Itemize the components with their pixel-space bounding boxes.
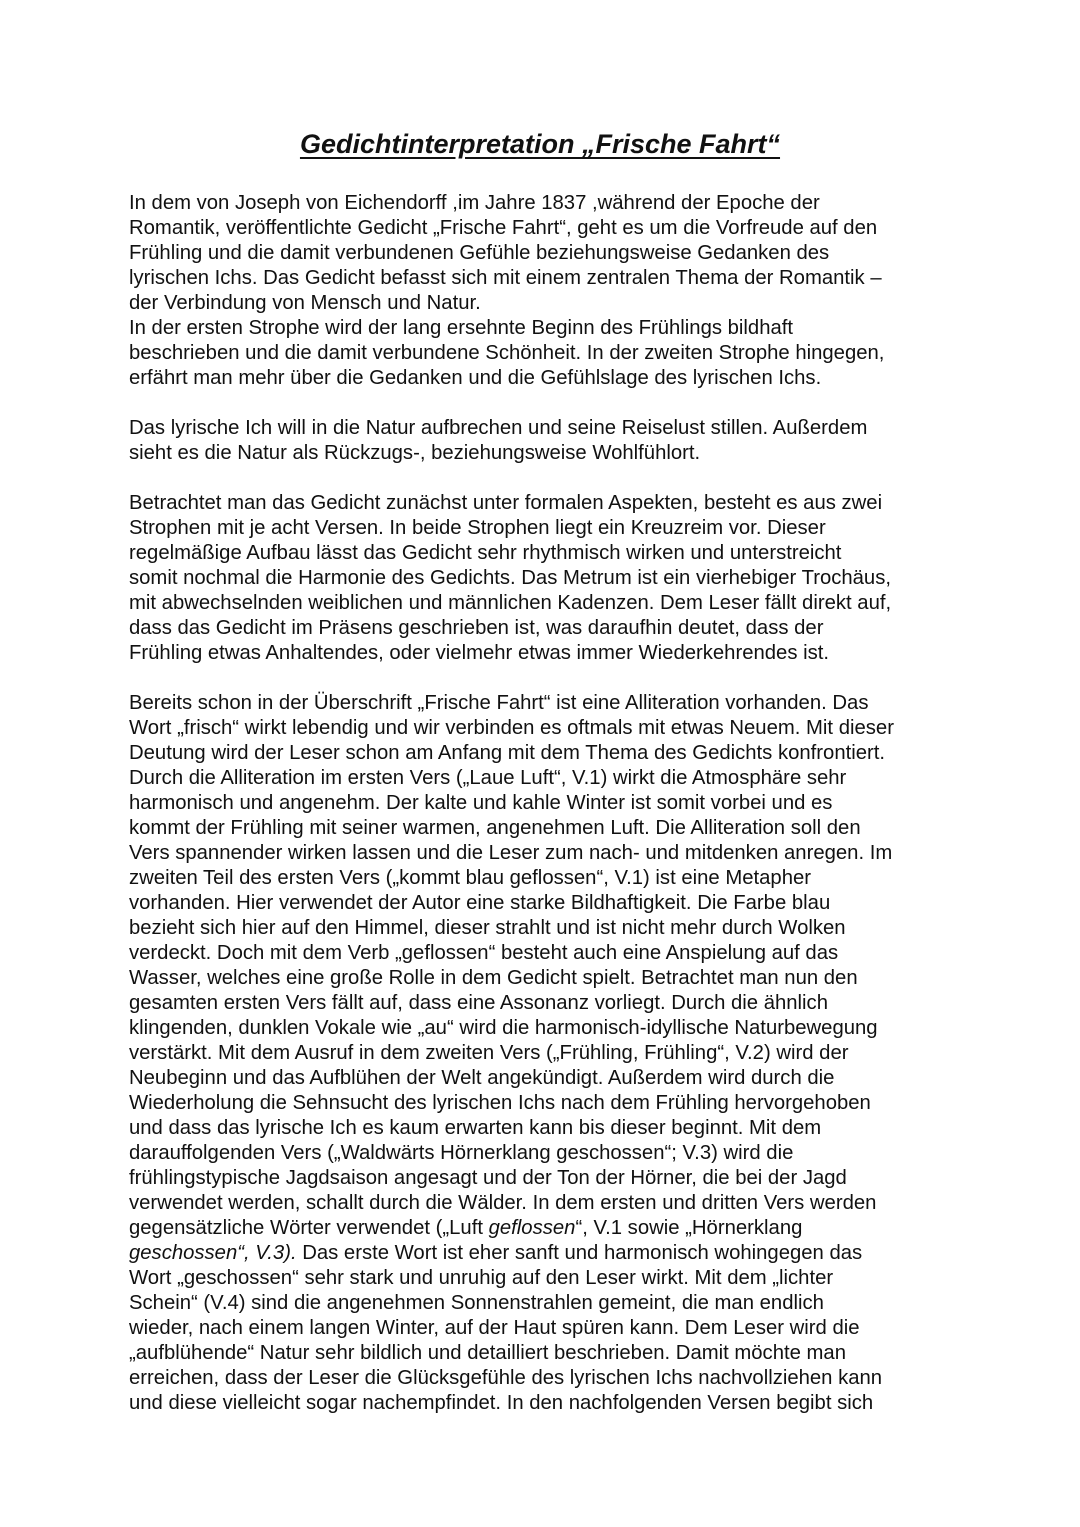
text-line: kommt der Frühling mit seiner warmen, angenehmen Luft. Die Alliteration soll den (129, 817, 861, 839)
text-line: Frühling und die damit verbundenen Gefühle beziehungsweise Gedanken des (129, 242, 830, 264)
text-line: Wort „geschossen“ sehr stark und unruhig auf den Leser wirkt. Mit dem „lichter (129, 1267, 834, 1289)
text-line: Frühling etwas Anhaltendes, oder vielmehr etwas immer Wiederkehrendes ist. (129, 642, 830, 664)
text-line: Wasser, welches eine große Rolle in dem Gedicht spielt. Betrachtet man nun den (129, 967, 858, 989)
text-line: Betrachtet man das Gedicht zunächst unter formalen Aspekten, besteht es aus zwei (129, 492, 883, 514)
text-line: und diese vielleicht sogar nachempfindet. In den nachfolgenden Versen begibt sich (129, 1392, 874, 1414)
text-line: Bereits schon in der Überschrift „Frische Fahrt“ ist eine Alliteration vorhanden. Das (129, 692, 869, 714)
text-line: dass das Gedicht im Präsens geschrieben ist, was daraufhin deutet, dass der (129, 617, 824, 639)
text-line: regelmäßige Aufbau lässt das Gedicht sehr rhythmisch wirken und unterstreicht (129, 542, 842, 564)
text-line: sieht es die Natur als Rückzugs-, beziehungsweise Wohlfühlort. (129, 442, 701, 464)
text-line: Wiederholung die Sehnsucht des lyrischen Ichs nach dem Frühling hervorgehoben (129, 1092, 871, 1114)
text-line: Romantik, veröffentlichte Gedicht „Frische Fahrt“, geht es um die Vorfreude auf den (129, 217, 878, 239)
text-line: vorhanden. Hier verwendet der Autor eine starke Bildhaftigkeit. Die Farbe blau (129, 892, 831, 914)
text-line: verstärkt. Mit dem Ausruf in dem zweiten Vers („Frühling, Frühling“, V.2) wird der (129, 1042, 849, 1064)
text-line-mixed (129, 1241, 959, 1266)
paragraph-gap (129, 666, 959, 691)
document-title: Gedichtinterpretation „Frische Fahrt“ (299, 129, 781, 159)
text-line: harmonisch und angenehm. Der kalte und kahle Winter ist somit vorbei und es (129, 792, 833, 814)
text-line: und dass das lyrische Ich es kaum erwarten kann bis dieser beginnt. Mit dem (129, 1117, 822, 1139)
text-line: somit nochmal die Harmonie des Gedichts. Das Metrum ist ein vierhebiger Trochäus, (129, 567, 891, 589)
italic-quote: geschossen“, V.3). (129, 1242, 297, 1264)
text-line: Das lyrische Ich will in die Natur aufbrechen und seine Reiselust stillen. Außerdem (129, 417, 868, 439)
document-body (129, 191, 959, 1416)
text-segment: gegensätzliche Wörter verwendet („Luft (129, 1217, 489, 1239)
text-line: verwendet werden, schallt durch die Wälder. In dem ersten und dritten Vers werden (129, 1192, 877, 1214)
text-line: der Verbindung von Mensch und Natur. (129, 292, 481, 314)
text-line: gesamten ersten Vers fällt auf, dass eine Assonanz vorliegt. Durch die ähnlich (129, 992, 828, 1014)
text-line: erfährt man mehr über die Gedanken und die Gefühlslage des lyrischen Ichs. (129, 367, 822, 389)
text-line: bezieht sich hier auf den Himmel, dieser strahlt und ist nicht mehr durch Wolken (129, 917, 846, 939)
text-line: „aufblühende“ Natur sehr bildlich und detailliert beschrieben. Damit möchte man (129, 1342, 846, 1364)
text-line: zweiten Teil des ersten Vers („kommt blau geflossen“, V.1) ist eine Metapher (129, 867, 812, 889)
text-line: Durch die Alliteration im ersten Vers („Laue Luft“, V.1) wirkt die Atmosphäre sehr (129, 767, 847, 789)
paragraph-gap (129, 466, 959, 491)
text-line: In der ersten Strophe wird der lang ersehnte Beginn des Frühlings bildhaft (129, 317, 794, 339)
text-line: Strophen mit je acht Versen. In beide Strophen liegt ein Kreuzreim vor. Dieser (129, 517, 826, 539)
text-line: klingenden, dunklen Vokale wie „au“ wird die harmonisch-idyllische Naturbewegung (129, 1017, 878, 1039)
text-line: Neubeginn und das Aufblühen der Welt angekündigt. Außerdem wird durch die (129, 1067, 835, 1089)
text-line: wieder, nach einem langen Winter, auf der Haut spüren kann. Dem Leser wird die (129, 1317, 860, 1339)
text-line: mit abwechselnden weiblichen und männlichen Kadenzen. Dem Leser fällt direkt auf, (129, 592, 892, 614)
text-line: Schein“ (V.4) sind die angenehmen Sonnenstrahlen gemeint, die man endlich (129, 1292, 824, 1314)
text-line: lyrischen Ichs. Das Gedicht befasst sich mit einem zentralen Thema der Romantik – (129, 267, 882, 289)
paragraph-gap (129, 391, 959, 416)
text-line: Wort „frisch“ wirkt lebendig und wir verbinden es oftmals mit etwas Neuem. Mit dieser (129, 717, 894, 739)
text-line: verdeckt. Doch mit dem Verb „geflossen“ besteht auch eine Anspielung auf das (129, 942, 839, 964)
text-line: erreichen, dass der Leser die Glücksgefühle des lyrischen Ichs nachvollziehen kann (129, 1367, 883, 1389)
text-line: beschrieben und die damit verbundene Schönheit. In der zweiten Strophe hingegen, (129, 342, 885, 364)
text-line-mixed (129, 1216, 959, 1241)
text-line: darauffolgenden Vers („Waldwärts Hörnerklang geschossen“; V.3) wird die (129, 1142, 794, 1164)
text-line: Vers spannender wirken lassen und die Leser zum nach- und mitdenken anregen. Im (129, 842, 893, 864)
text-segment: “, V.1 sowie „Hörnerklang (575, 1217, 803, 1239)
text-segment: Das erste Wort ist eher sanft und harmonisch wohingegen das (296, 1242, 863, 1264)
italic-quote: geflossen (488, 1217, 576, 1239)
text-line: Deutung wird der Leser schon am Anfang mit dem Thema des Gedichts konfrontiert. (129, 742, 886, 764)
text-line: frühlingstypische Jagdsaison angesagt und der Ton der Hörner, die bei der Jagd (129, 1167, 847, 1189)
text-line: In dem von Joseph von Eichendorff ,im Jahre 1837 ,während der Epoche der (129, 192, 820, 214)
